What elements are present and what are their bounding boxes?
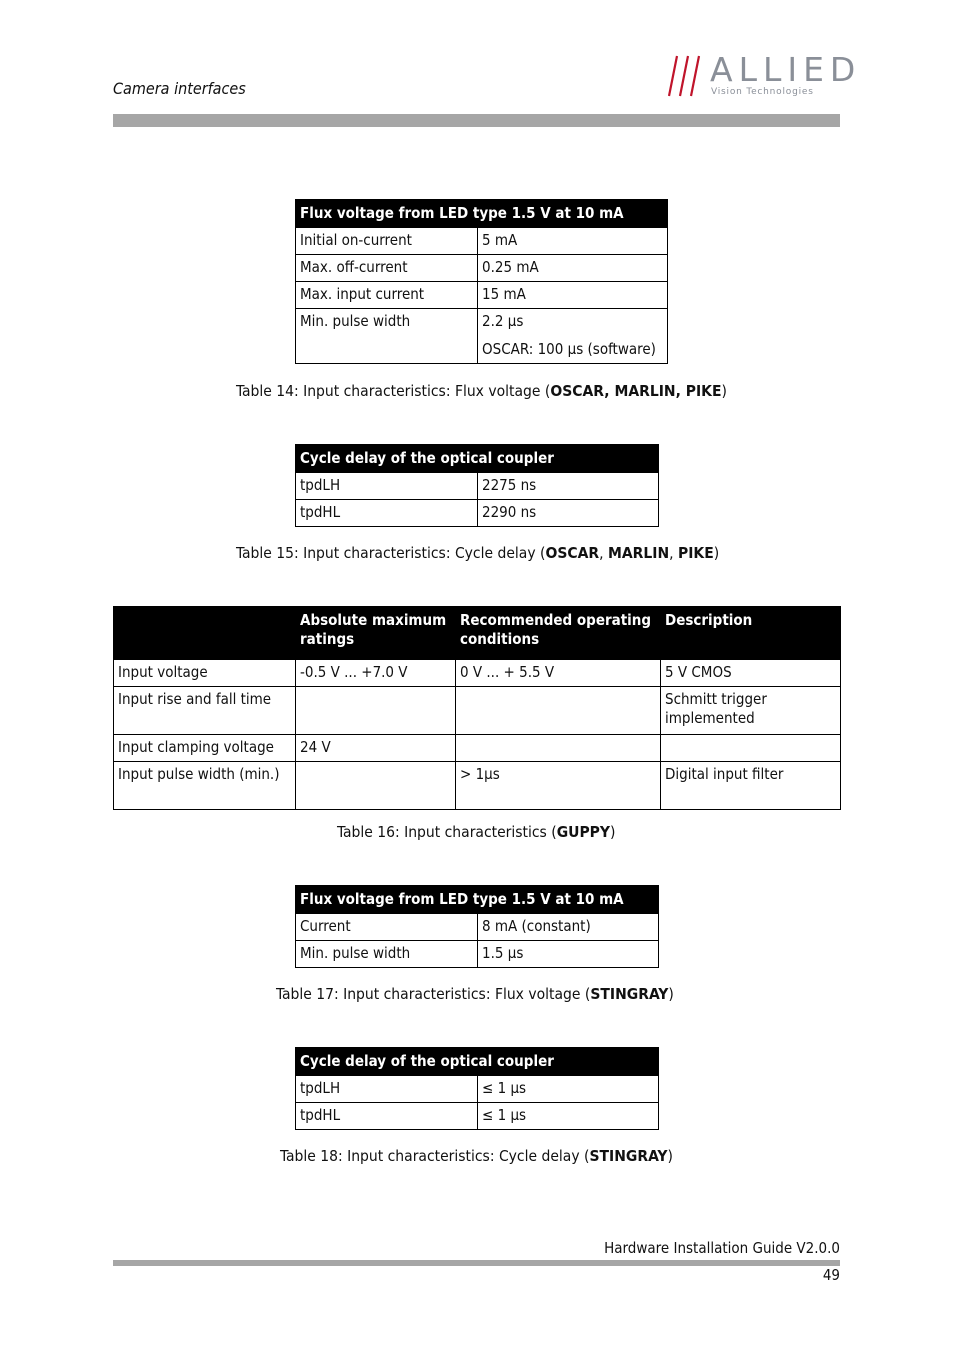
row-label: tpdLH: [296, 1076, 478, 1103]
table-cell: 0 V ... + 5.5 V: [456, 660, 661, 687]
row-value: 2290 ns: [478, 500, 659, 527]
table-row: [296, 282, 668, 309]
caption-bold: PIKE: [678, 544, 714, 562]
row-value: ≤ 1 µs: [478, 1076, 659, 1103]
table-cell: -0.5 V ... +7.0 V: [296, 660, 456, 687]
table-header: Cycle delay of the optical coupler: [296, 445, 659, 473]
table-header: Flux voltage from LED type 1.5 V at 10 mA: [296, 200, 668, 228]
table-row: [296, 473, 659, 500]
table-row: [114, 762, 841, 810]
table-row: [296, 500, 659, 527]
table-caption: [280, 1147, 673, 1165]
row-label: tpdHL: [296, 500, 478, 527]
table-cell: Input rise and fall time: [114, 687, 296, 735]
table-cell: [456, 735, 661, 762]
row-value: 5 mA: [478, 228, 668, 255]
column-header: Description: [661, 607, 841, 660]
row-label: tpdHL: [296, 1103, 478, 1130]
table-row: [114, 660, 841, 687]
caption-text: Table 15: Input characteristics: Cycle delay (: [236, 544, 546, 562]
column-header: Absolute maximum ratings: [296, 607, 456, 660]
table-caption: [337, 823, 615, 841]
table-row: [296, 1103, 659, 1130]
caption-text: ,: [669, 544, 679, 562]
table-flux-voltage-stingray: [295, 885, 659, 968]
footer-guide-title: Hardware Installation Guide V2.0.0: [604, 1239, 840, 1257]
table-cell: [296, 687, 456, 735]
allied-logo: [668, 50, 862, 100]
caption-text: Table 14: Input characteristics: Flux voltage (: [236, 382, 551, 400]
caption-text: Table 16: Input characteristics (: [337, 823, 557, 841]
column-header: [114, 607, 296, 660]
value-line: OSCAR: 100 µs (software): [482, 340, 656, 358]
row-value: 8 mA (constant): [478, 914, 659, 941]
table-cycle-delay-oscar: [295, 444, 659, 527]
table-cycle-delay-stingray: [295, 1047, 659, 1130]
row-label: Max. input current: [296, 282, 478, 309]
logo-word: ALLIED: [710, 50, 862, 89]
caption-text: ): [668, 985, 674, 1003]
table-cell: Schmitt trigger implemented: [661, 687, 841, 735]
table-row: [296, 309, 668, 364]
table-cell: [456, 687, 661, 735]
table-cell: [296, 762, 456, 810]
caption-text: ): [609, 823, 616, 841]
caption-text: ): [667, 1147, 673, 1165]
caption-text: ,: [599, 544, 608, 562]
column-header: Recommended operating conditions: [456, 607, 661, 660]
row-label: Initial on-current: [296, 228, 478, 255]
table-input-characteristics-guppy: [113, 606, 841, 810]
table-caption: [236, 544, 719, 562]
row-value: 2275 ns: [478, 473, 659, 500]
caption-bold: OSCAR: [545, 544, 600, 562]
footer-divider: [113, 1260, 840, 1266]
table-header: Flux voltage from LED type 1.5 V at 10 mA: [296, 886, 659, 914]
table-caption: [236, 382, 727, 400]
caption-bold: GUPPY: [556, 823, 610, 841]
row-value: 0.25 mA: [478, 255, 668, 282]
table-row: [296, 914, 659, 941]
caption-text: Table 17: Input characteristics: Flux voltage (: [276, 985, 591, 1003]
row-label: Current: [296, 914, 478, 941]
row-value: 1.5 µs: [478, 941, 659, 968]
caption-bold: STINGRAY: [589, 1147, 668, 1165]
table-row: [296, 1076, 659, 1103]
table-cell: Input clamping voltage: [114, 735, 296, 762]
table-row: [114, 735, 841, 762]
table-row: [296, 228, 668, 255]
table-flux-voltage-oscar: [295, 199, 668, 364]
row-value: [478, 309, 668, 364]
table-row: [296, 255, 668, 282]
table-header: Cycle delay of the optical coupler: [296, 1048, 659, 1076]
section-title: Camera interfaces: [113, 79, 246, 98]
table-cell: Digital input filter: [661, 762, 841, 810]
caption-bold: OSCAR, MARLIN, PIKE: [550, 382, 722, 400]
row-value: ≤ 1 µs: [478, 1103, 659, 1130]
row-label: tpdLH: [296, 473, 478, 500]
table-caption: [276, 985, 674, 1003]
row-label: Min. pulse width: [296, 309, 478, 364]
table-cell: [661, 735, 841, 762]
logo-slashes-icon: [668, 54, 708, 98]
header-divider: [113, 114, 840, 127]
table-cell: > 1µs: [456, 762, 661, 810]
logo-subtitle: Vision Technologies: [711, 87, 814, 97]
table-cell: 24 V: [296, 735, 456, 762]
table-cell: Input pulse width (min.): [114, 762, 296, 810]
table-row: [114, 687, 841, 735]
page-number: 49: [822, 1266, 840, 1284]
row-value: 15 mA: [478, 282, 668, 309]
caption-text: ): [713, 544, 720, 562]
row-label: Max. off-current: [296, 255, 478, 282]
table-cell: 5 V CMOS: [661, 660, 841, 687]
table-row: [296, 941, 659, 968]
row-label: Min. pulse width: [296, 941, 478, 968]
caption-bold: STINGRAY: [590, 985, 669, 1003]
caption-text: ): [721, 382, 727, 400]
table-cell: Input voltage: [114, 660, 296, 687]
caption-bold: MARLIN: [608, 544, 670, 562]
value-line: 2.2 µs: [482, 312, 524, 330]
caption-text: Table 18: Input characteristics: Cycle delay (: [280, 1147, 590, 1165]
